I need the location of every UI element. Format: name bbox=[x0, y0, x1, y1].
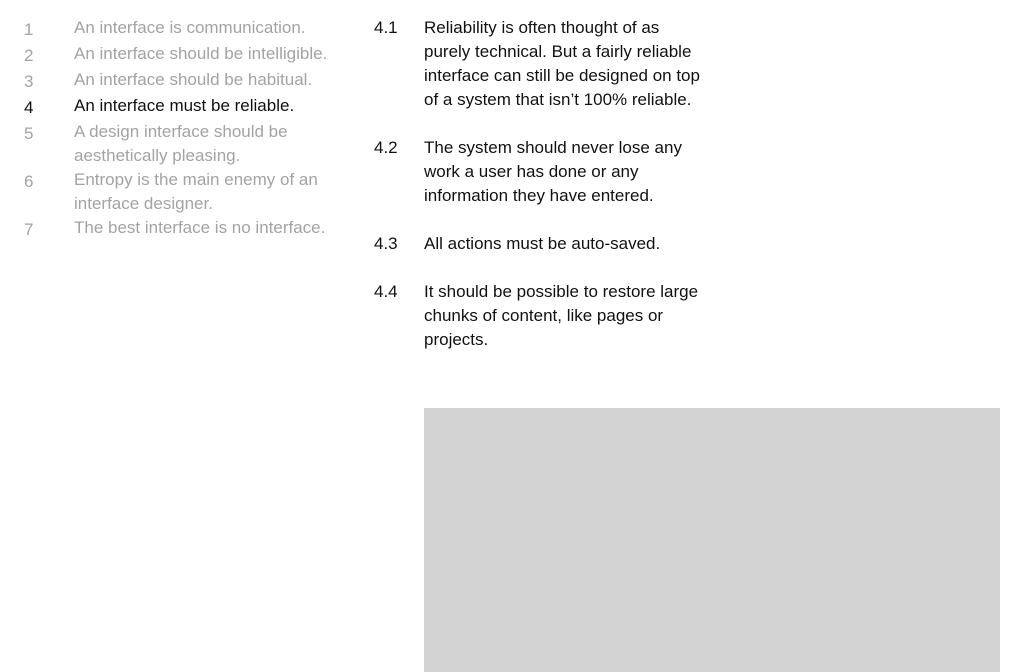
toc-item-7[interactable] bbox=[24, 216, 344, 242]
section-4-1 bbox=[374, 16, 1014, 112]
toc-item-5[interactable] bbox=[24, 120, 344, 168]
section-text: Reliability is often thought of as purely technical. But a fairly reliable interface can still be designed on top of a system that isn’t 100% reliable. bbox=[424, 18, 700, 109]
section-4-2 bbox=[374, 136, 1014, 208]
section-number: 4.4 bbox=[374, 282, 398, 301]
section-text: The system should never lose any work a user has done or any information they have entered. bbox=[424, 138, 682, 205]
toc-item-number: 3 bbox=[24, 72, 34, 91]
toc-item-title: The best interface is no interface. bbox=[74, 218, 326, 237]
section-text: All actions must be auto-saved. bbox=[424, 234, 661, 253]
image-placeholder bbox=[424, 408, 1000, 672]
toc-item-1[interactable] bbox=[24, 16, 344, 42]
section-number: 4.1 bbox=[374, 18, 398, 37]
toc-item-number: 7 bbox=[24, 220, 34, 239]
toc-item-number: 2 bbox=[24, 46, 34, 65]
toc-item-number: 6 bbox=[24, 172, 34, 191]
toc-item-number: 5 bbox=[24, 124, 34, 143]
toc-item-number: 1 bbox=[24, 20, 34, 39]
toc-item-4-active[interactable] bbox=[24, 94, 344, 120]
section-4-4 bbox=[374, 280, 1014, 352]
principle-details bbox=[374, 16, 1014, 376]
toc-item-title: Entropy is the main enemy of an interface designer. bbox=[74, 170, 318, 213]
toc-item-title: An interface is communication. bbox=[74, 18, 306, 37]
section-4-3 bbox=[374, 232, 1014, 256]
principles-nav bbox=[24, 16, 344, 242]
toc-item-2[interactable] bbox=[24, 42, 344, 68]
section-number: 4.3 bbox=[374, 234, 398, 253]
section-number: 4.2 bbox=[374, 138, 398, 157]
toc-item-title: An interface must be reliable. bbox=[74, 96, 295, 115]
toc-item-3[interactable] bbox=[24, 68, 344, 94]
toc-item-6[interactable] bbox=[24, 168, 344, 216]
section-text: It should be possible to restore large chunks of content, like pages or projects. bbox=[424, 282, 699, 349]
toc-item-title: A design interface should be aesthetically pleasing. bbox=[74, 122, 288, 165]
toc-item-title: An interface should be habitual. bbox=[74, 70, 313, 89]
toc-item-number: 4 bbox=[24, 98, 34, 117]
toc-item-title: An interface should be intelligible. bbox=[74, 44, 328, 63]
